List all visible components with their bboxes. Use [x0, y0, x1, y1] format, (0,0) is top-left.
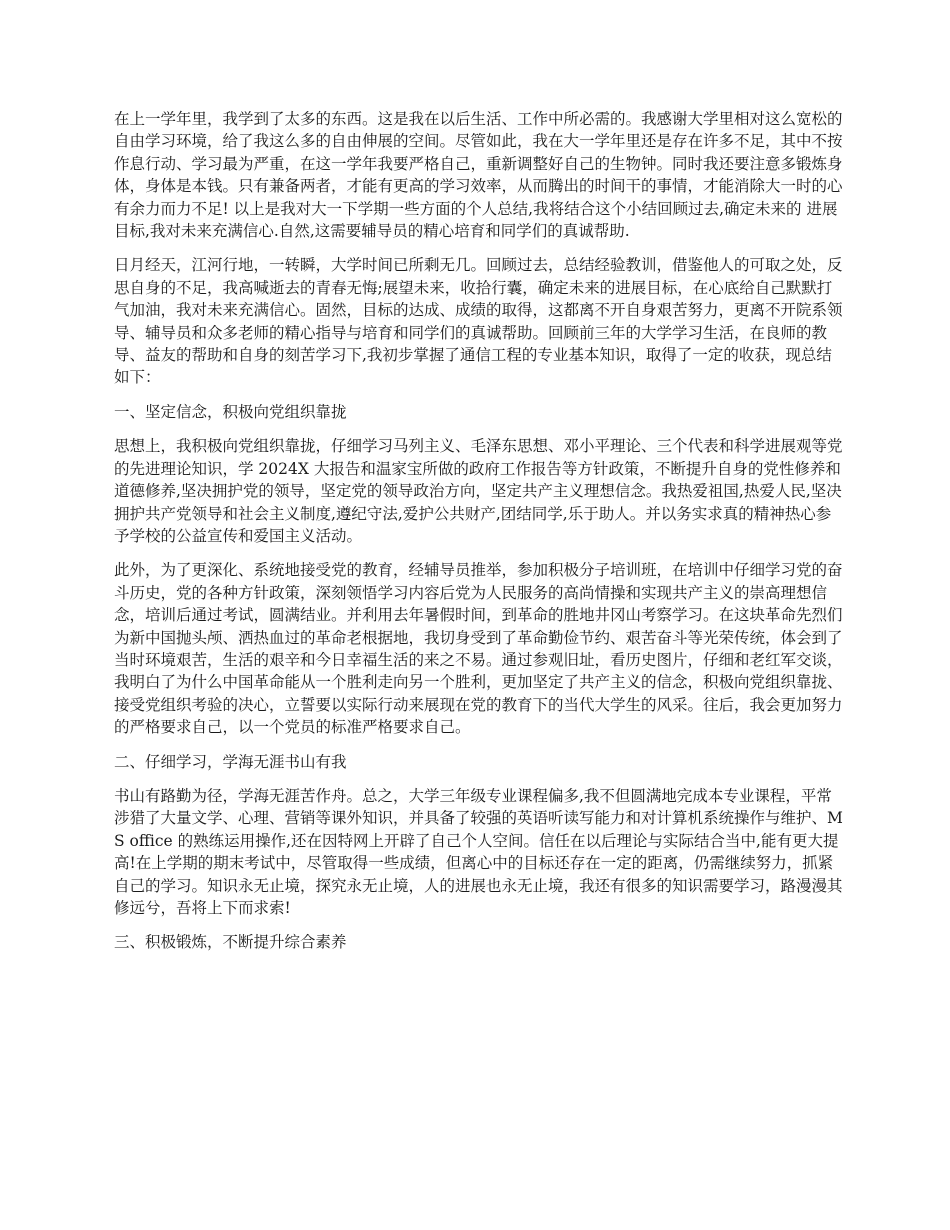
paragraph-study: 书山有路勤为径，学海无涯苦作舟。总之，大学三年级专业课程偏多,我不但圆满地完成本专业课程，平常涉猎了大量文学、心理、营销等课外知识，并具备了较强的英语听读写能力和对计算机系统操作与维护、MS office 的熟练运用操作,还在因特网上开辟了自己个人空间。信任在以后理论与实际结合当中,能有更大提高!在上学期的期末考试中，尽管取得一些成绩，但离心中的目标还存在一定的距离，仍需继续努力，抓紧自己的学习。知识永无止境，探究永无止境，人的进展也永无止境，我还有很多的知识需要学习，路漫漫其修远兮，吾将上下而求索!	[114, 786, 843, 917]
document-page	[114, 108, 844, 966]
paragraph-summary-intro: 在上一学年里，我学到了太多的东西。这是我在以后生活、工作中所必需的。我感谢大学里相对这么宽松的自由学习环境，给了我这么多的自由伸展的空间。尽管如此，我在大一学年里还是存在许多不足，其中不按作息行动、学习最为严重，在这一学年我要严格自己，重新调整好自己的生物钟。同时我还要注意多锻炼身体，身体是本钱。只有兼备两者，才能有更高的学习效率，从而腾出的时间干的事情，才能消除大一时的心有余力而力不足! 以上是我对大一下学期一些方面的个人总结,我将结合这个小结回顾过去,确定未来的 进展目标,我对未来充满信心.自然,这需要辅导员的精心培育和同学们的真诚帮助.	[114, 110, 843, 241]
paragraph-party-training: 此外，为了更深化、系统地接受党的教育，经辅导员推举，参加积极分子培训班，在培训中仔细学习党的奋斗历史，党的各种方针政策，深刻领悟学习内容后党为人民服务的高尚情操和实现共产主义的崇高理想信念，培训后通过考试，圆满结业。并利用去年暑假时间，到革命的胜地井冈山考察学习。在这块革命先烈们为新中国抛头颅、洒热血过的革命老根据地，我切身受到了革命勤俭节约、艰苦奋斗等光荣传统，体会到了当时环境艰苦，生活的艰辛和今日幸福生活的来之不易。通过参观旧址，看历史图片，仔细和老红军交谈，我明白了为什么中国革命能从一个胜利走向另一个胜利，更加坚定了共产主义的信念，积极向党组织靠拢、接受党组织考验的决心，立誓要以实际行动来展现在党的教育下的当代大学生的风采。往后，我会更加努力的严格要求自己，以一个党员的标准严格要求自己。	[114, 561, 843, 737]
section-heading-1: 一、坚定信念，积极向党组织靠拢	[114, 402, 347, 421]
section-heading-3: 三、积极锻炼，不断提升综合素养	[114, 933, 347, 952]
paragraph-ideology: 思想上，我积极向党组织靠拢，仔细学习马列主义、毛泽东思想、邓小平理论、三个代表和科学进展观等党的先进理论知识，学 2024X 大报告和温家宝所做的政府工作报告等方针政策，不断提升自身的党性修养和道德修养,坚决拥护党的领导，坚定党的领导政治方向，坚定共产主义理想信念。我热爱祖国,热爱人民,坚决拥护共产党领导和社会主义制度,遵纪守法,爱护公共财产,团结同学,乐于助人。并以务实求真的精神热心参予学校的公益宣传和爱国主义活动。	[114, 437, 843, 545]
section-heading-2: 二、仔细学习，学海无涯书山有我	[114, 752, 347, 771]
paragraph-review: 日月经天，江河行地，一转瞬，大学时间已所剩无几。回顾过去，总结经验教训，借鉴他人的可取之处，反思自身的不足，我高喊逝去的青春无悔;展望未来，收拾行囊，确定未来的进展目标，在心底给自己默默打气加油，我对未来充满信心。固然，目标的达成、成绩的取得，这都离不开自身艰苦努力，更离不开院系领导、辅导员和众多老师的精心指导与培育和同学们的真诚帮助。回顾前三年的大学学习生活，在良师的教导、益友的帮助和自身的刻苦学习下,我初步掌握了通信工程的专业基本知识，取得了一定的收获，现总结如下：	[114, 256, 843, 387]
